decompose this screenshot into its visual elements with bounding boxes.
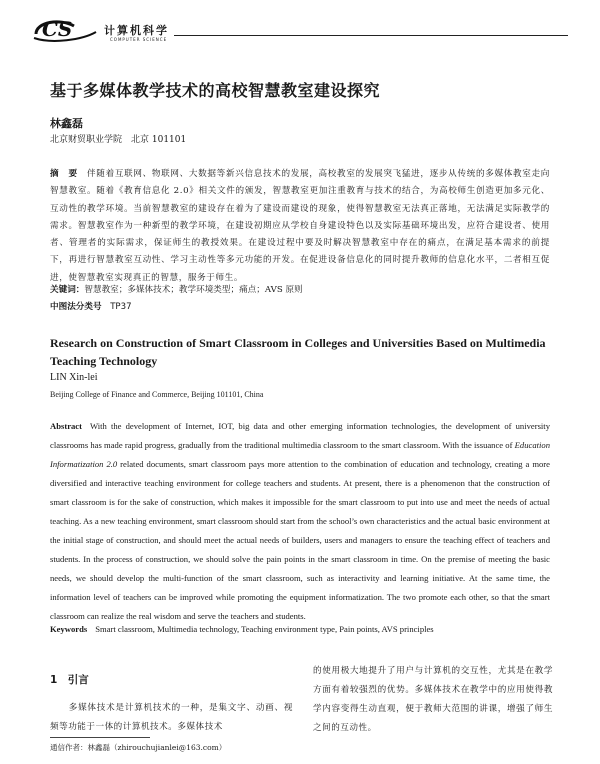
section-heading: 1 引言 (50, 674, 89, 686)
title-cn: 基于多媒体教学技术的高校智慧教室建设探究 (50, 81, 381, 100)
journal-header (32, 14, 568, 46)
journal-name: 计算机科学 (104, 24, 169, 37)
header-rule (174, 35, 568, 36)
author-cn: 林鑫磊 (50, 117, 83, 130)
logo-text: CS (42, 17, 73, 41)
keywords-cn-text: 智慧教室；多媒体技术；教学环境类型；痛点；AVS 原则 (84, 285, 303, 295)
journal-subtitle: COMPUTER SCIENCE (110, 37, 168, 42)
keywords-cn (50, 283, 303, 295)
clc-number (50, 300, 132, 312)
keywords-cn-label: 关键词： (50, 285, 85, 295)
title-en: Research on Construction of Smart Classroom in Colleges and Universities Based on Multimedia Teaching Technology (50, 336, 546, 368)
abstract-cn-label: 摘 要 (50, 169, 78, 179)
abstract-cn (50, 166, 550, 287)
abstract-en-text-2: related documents, smart classroom pays more attention to the combination of education and technology, creating a more diversified and interactive teaching environment for college teachers and students. At present, there is a phenomenon that the construction of smart classroom is for the sake of construction, which makes it impossible for the smart classroom to put into use and meet the needs of actual teaching. As a new teaching environment, smart classroom should start from the school’s own characteristics and the actual basic environment at the initial stage of construction, and should meet the actual needs of builders, users and managers to ensure the teaching effect of teachers and students. In the process of construction, we should solve the pain points in the smart classroom in time. On the premise of meeting the basic needs, we should develop the multi-function of the smart classroom, such as interactivity and learning initiative. At the same time, the information level of teachers can be improved while promoting the equipment informatization. The two promote each other, so that the smart classroom can realize the real wisdom and serve the teachers and students. (50, 459, 550, 621)
keywords-en-text: Smart classroom, Multimedia technology, Teaching environment type, Pain points, AVS principles (95, 624, 434, 634)
body-text-left-content: 多媒体技术是计算机技术的一种，是集文字、动画、视频等功能于一体的计算机技术。多媒体技术 (50, 703, 293, 732)
abstract-en-text-1: With the development of Internet, IOT, big data and other emerging information technologies, the development of university classrooms has made rapid progress, gradually from the traditional multimedia classroom to the smart classroom. With the issuance of (50, 421, 550, 450)
keywords-en (50, 624, 434, 634)
clc-value: TP37 (110, 302, 132, 312)
footnote-rule (50, 737, 150, 738)
affiliation-cn: 北京财贸职业学院 北京 101101 (50, 135, 187, 145)
body-column-left (50, 672, 293, 737)
abstract-en (50, 417, 550, 626)
footnote: 通信作者：林鑫磊（zhirouchujianlei@163.com） (50, 743, 227, 752)
author-en: LIN Xin-lei (50, 372, 98, 383)
body-column-right: 的使用极大地提升了用户与计算机的交互性，尤其是在教学方面有着较强烈的优势。多媒体技术在教学中的应用使得教学内容变得生动直观，便于教师大范围的讲课，增强了师生之间的互动性。 (313, 666, 553, 733)
keywords-en-label: Keywords (50, 624, 88, 634)
abstract-en-italic: Education Informatization 2.0 (50, 440, 550, 469)
affiliation-en: Beijing College of Finance and Commerce, Beijing 101101, China (50, 390, 264, 399)
body-text-left (50, 699, 293, 737)
abstract-cn-text: 伴随着互联网、物联网、大数据等新兴信息技术的发展，高校教室的发展突飞猛进，逐步从传统的多媒体教室走向智慧教室。随着《教育信息化 2.0》相关文件的颁发，智慧教室更加注重教育与技术的结合，为高校师生创造更加多元化、互动性的教学环境。当前智慧教室的建设存在着为了建设而建设的现象，使得智慧教室无法真正落地，无法满足实际教学的需求。智慧教室作为一种新型的教学环境，在建设初期应从学校自身建设特色以及实际基础环境出发，应符合建设者、使用者、管理者的实际需求，保证师生的教授效果。在建设过程中要及时解决智慧教室中存在的痛点，在满足基本需求的前提下，再进行智慧教室互动性、学习主动性等多元功能的开发。在促进设备信息化的同时提升教师的信息化水平，二者相互促进，使智慧教室实现真正的智慧，服务于师生。 (50, 169, 550, 283)
abstract-en-label: Abstract (50, 421, 82, 431)
clc-label: 中图法分类号 (50, 302, 102, 312)
